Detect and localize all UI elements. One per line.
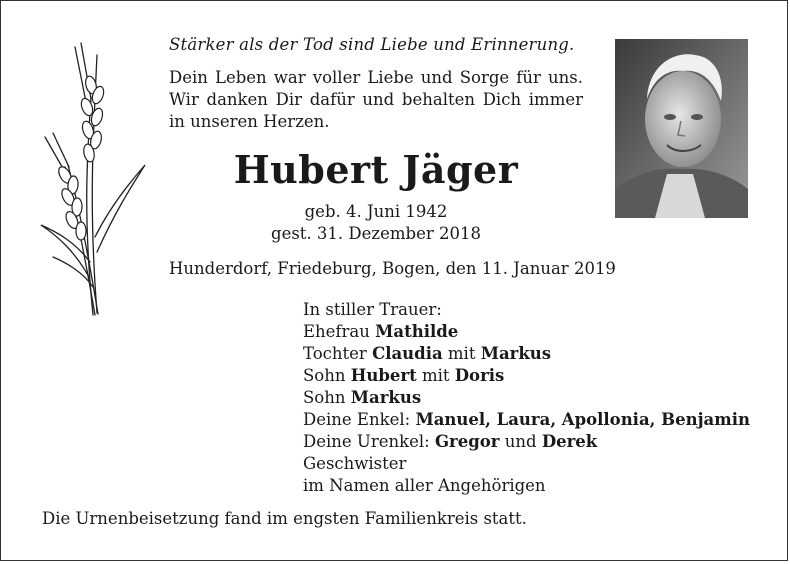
life-dates xyxy=(169,201,583,245)
mourners-list xyxy=(303,299,750,497)
mourner-son-markus: Sohn Markus xyxy=(303,388,422,407)
burial-notice: Die Urnenbeisetzung fand im engsten Familienkreis statt. xyxy=(42,509,527,528)
mourner-wife: Ehefrau Mathilde xyxy=(303,322,459,341)
portrait-photo xyxy=(615,39,748,218)
mourner-siblings: Geschwister xyxy=(303,454,407,473)
death-date: gest. 31. Dezember 2018 xyxy=(271,224,481,243)
mourner-great-grandchildren: Deine Urenkel: Gregor und Derek xyxy=(303,432,598,451)
mourner-daughter: Tochter Claudia mit Markus xyxy=(303,344,552,363)
mourners-heading: In stiller Trauer: xyxy=(303,300,442,319)
deceased-name: Hubert Jäger xyxy=(233,147,519,192)
mourner-grandchildren: Deine Enkel: Manuel, Laura, Apollonia, Benjamin xyxy=(303,410,750,429)
place-and-date: Hunderdorf, Friedeburg, Bogen, den 11. Januar 2019 xyxy=(169,259,616,278)
motto: Stärker als der Tod sind Liebe und Erinnerung. xyxy=(169,35,575,54)
wheat-stalk-icon xyxy=(35,37,147,317)
intro-text: Dein Leben war voller Liebe und Sorge für uns. Wir danken Dir dafür und behalten Dich immer in unseren Herzen. xyxy=(169,68,583,131)
birth-date: geb. 4. Juni 1942 xyxy=(304,202,448,221)
mourner-relatives: im Namen aller Angehörigen xyxy=(303,476,546,495)
mourner-son-hubert: Sohn Hubert mit Doris xyxy=(303,366,505,385)
